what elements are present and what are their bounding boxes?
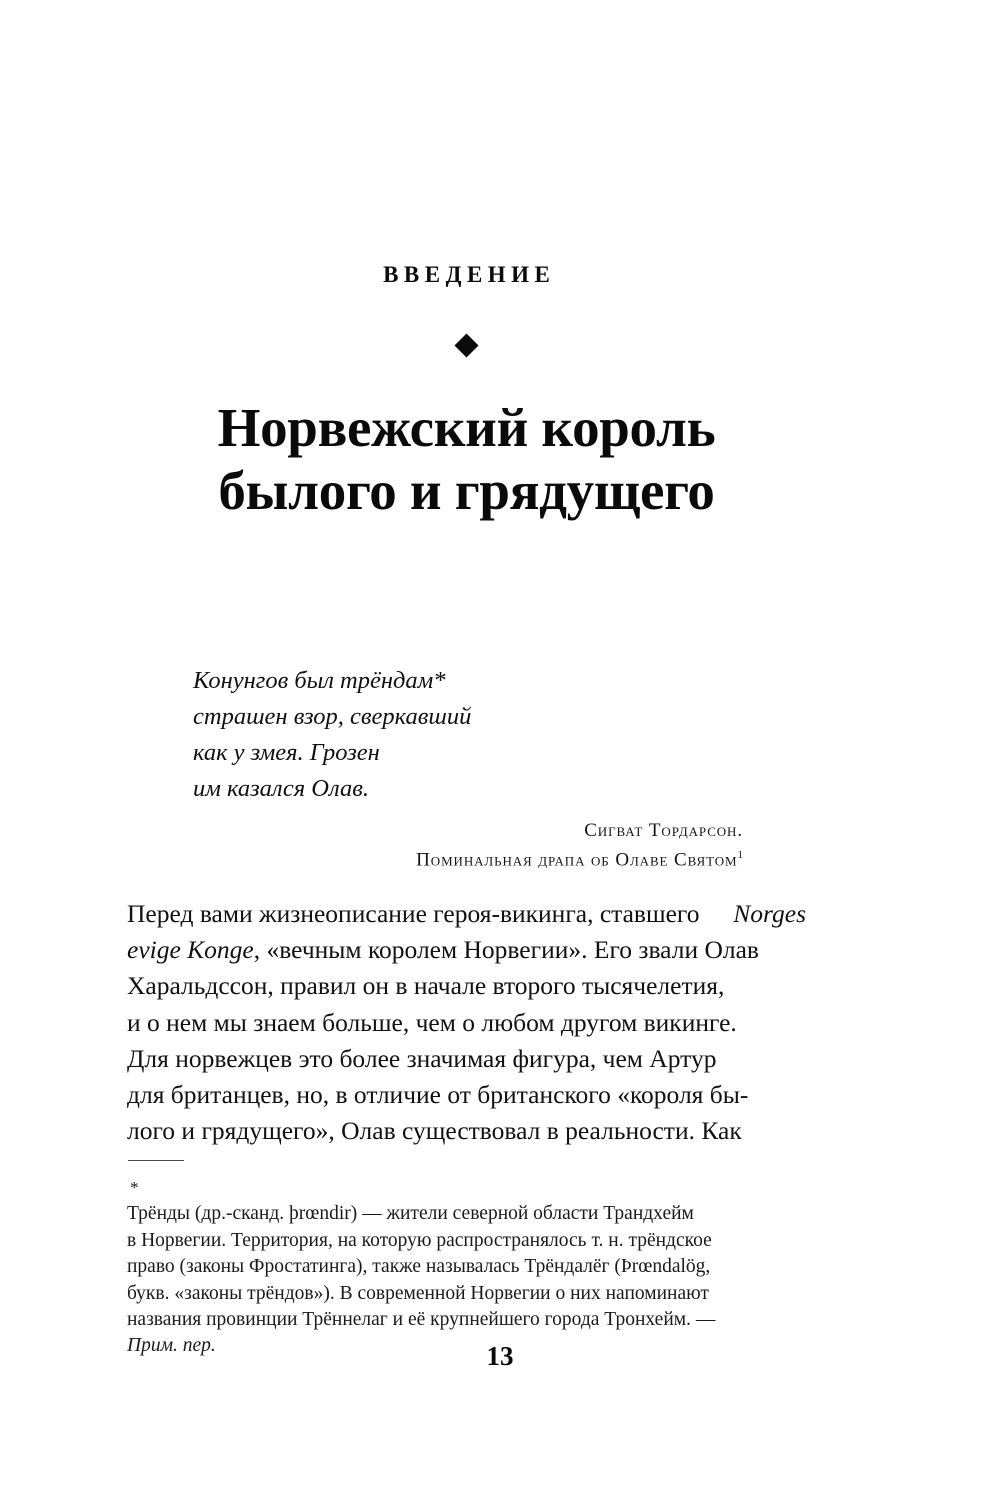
epigraph-attribution <box>127 818 743 872</box>
title-line-1: Норвежский король <box>217 397 716 458</box>
attribution-author: Сигват Тордарсон. <box>584 820 743 841</box>
footnote <box>127 1175 806 1360</box>
text-column <box>127 0 806 1507</box>
body-line-emphasis: Norges <box>733 899 806 928</box>
footnote-line: право (законы Фростатинга), также называлась Трёндалёг (Þrœndalög, <box>127 1256 711 1278</box>
body-line-group <box>127 932 759 968</box>
body-line: лого и грядущего», Олав существовал в реальности. Как <box>127 1116 742 1146</box>
attribution-source-text: Поминальная драпа об Олаве Святом <box>416 849 738 871</box>
title-line-2: былого и грядущего <box>218 460 715 521</box>
diamond-ornament-icon <box>454 333 478 357</box>
epigraph-line: страшен взор, сверкавший <box>193 703 472 730</box>
footnote-line: букв. «законы трёндов»). В современной Норвегии о них напоминают <box>127 1282 709 1304</box>
footnote-line: в Норвегии. Территория, на которую распространялось т. н. трёндское <box>127 1229 712 1251</box>
chapter-label: ВВЕДЕНИЕ <box>383 262 556 287</box>
body-line-text: Перед вами жизнеописание героя-викинга, ставшего <box>127 899 700 928</box>
epigraph-line: как у змея. Грозен <box>193 739 380 766</box>
body-paragraph <box>127 896 806 1149</box>
body-line: Харальдссон, правил он в начале второго тысячелетия, <box>127 971 725 1001</box>
ornament-container <box>127 337 806 354</box>
footnote-separator <box>128 1160 184 1161</box>
footnote-closing-italic: Прим. пер. <box>127 1335 216 1357</box>
body-line-text: , «вечным королем Норвегии». Его звали Олав <box>253 935 759 965</box>
footnote-marker: * <box>130 1178 139 1197</box>
epigraph-verse <box>193 663 613 807</box>
body-line: и о нем мы знаем больше, чем о любом другом викинге. <box>127 1007 737 1037</box>
body-line <box>127 896 806 932</box>
footnote-line: Трёнды (др.-сканд. þrœndir) — жители северной области Трандхейм <box>127 1203 694 1225</box>
attribution-footnote-marker: 1 <box>737 849 743 861</box>
page-number: 13 <box>486 1341 514 1371</box>
page-title <box>127 396 806 522</box>
attribution-source <box>127 843 743 872</box>
epigraph-line: Конунгов был трёндам* <box>193 667 446 694</box>
footnote-body <box>127 1201 806 1359</box>
footnote-line: названия провинции Трённелаг и её крупнейшего города Тронхейм. — <box>127 1309 716 1331</box>
body-line <box>127 932 806 968</box>
body-line-emphasis: evige Konge <box>127 935 254 965</box>
body-line: Для норвежцев это более значимая фигура, чем Артур <box>127 1043 717 1073</box>
epigraph-line: им казался Олав. <box>193 775 369 802</box>
body-line: для британцев, но, в отличие от британского «короля бы- <box>127 1080 749 1110</box>
